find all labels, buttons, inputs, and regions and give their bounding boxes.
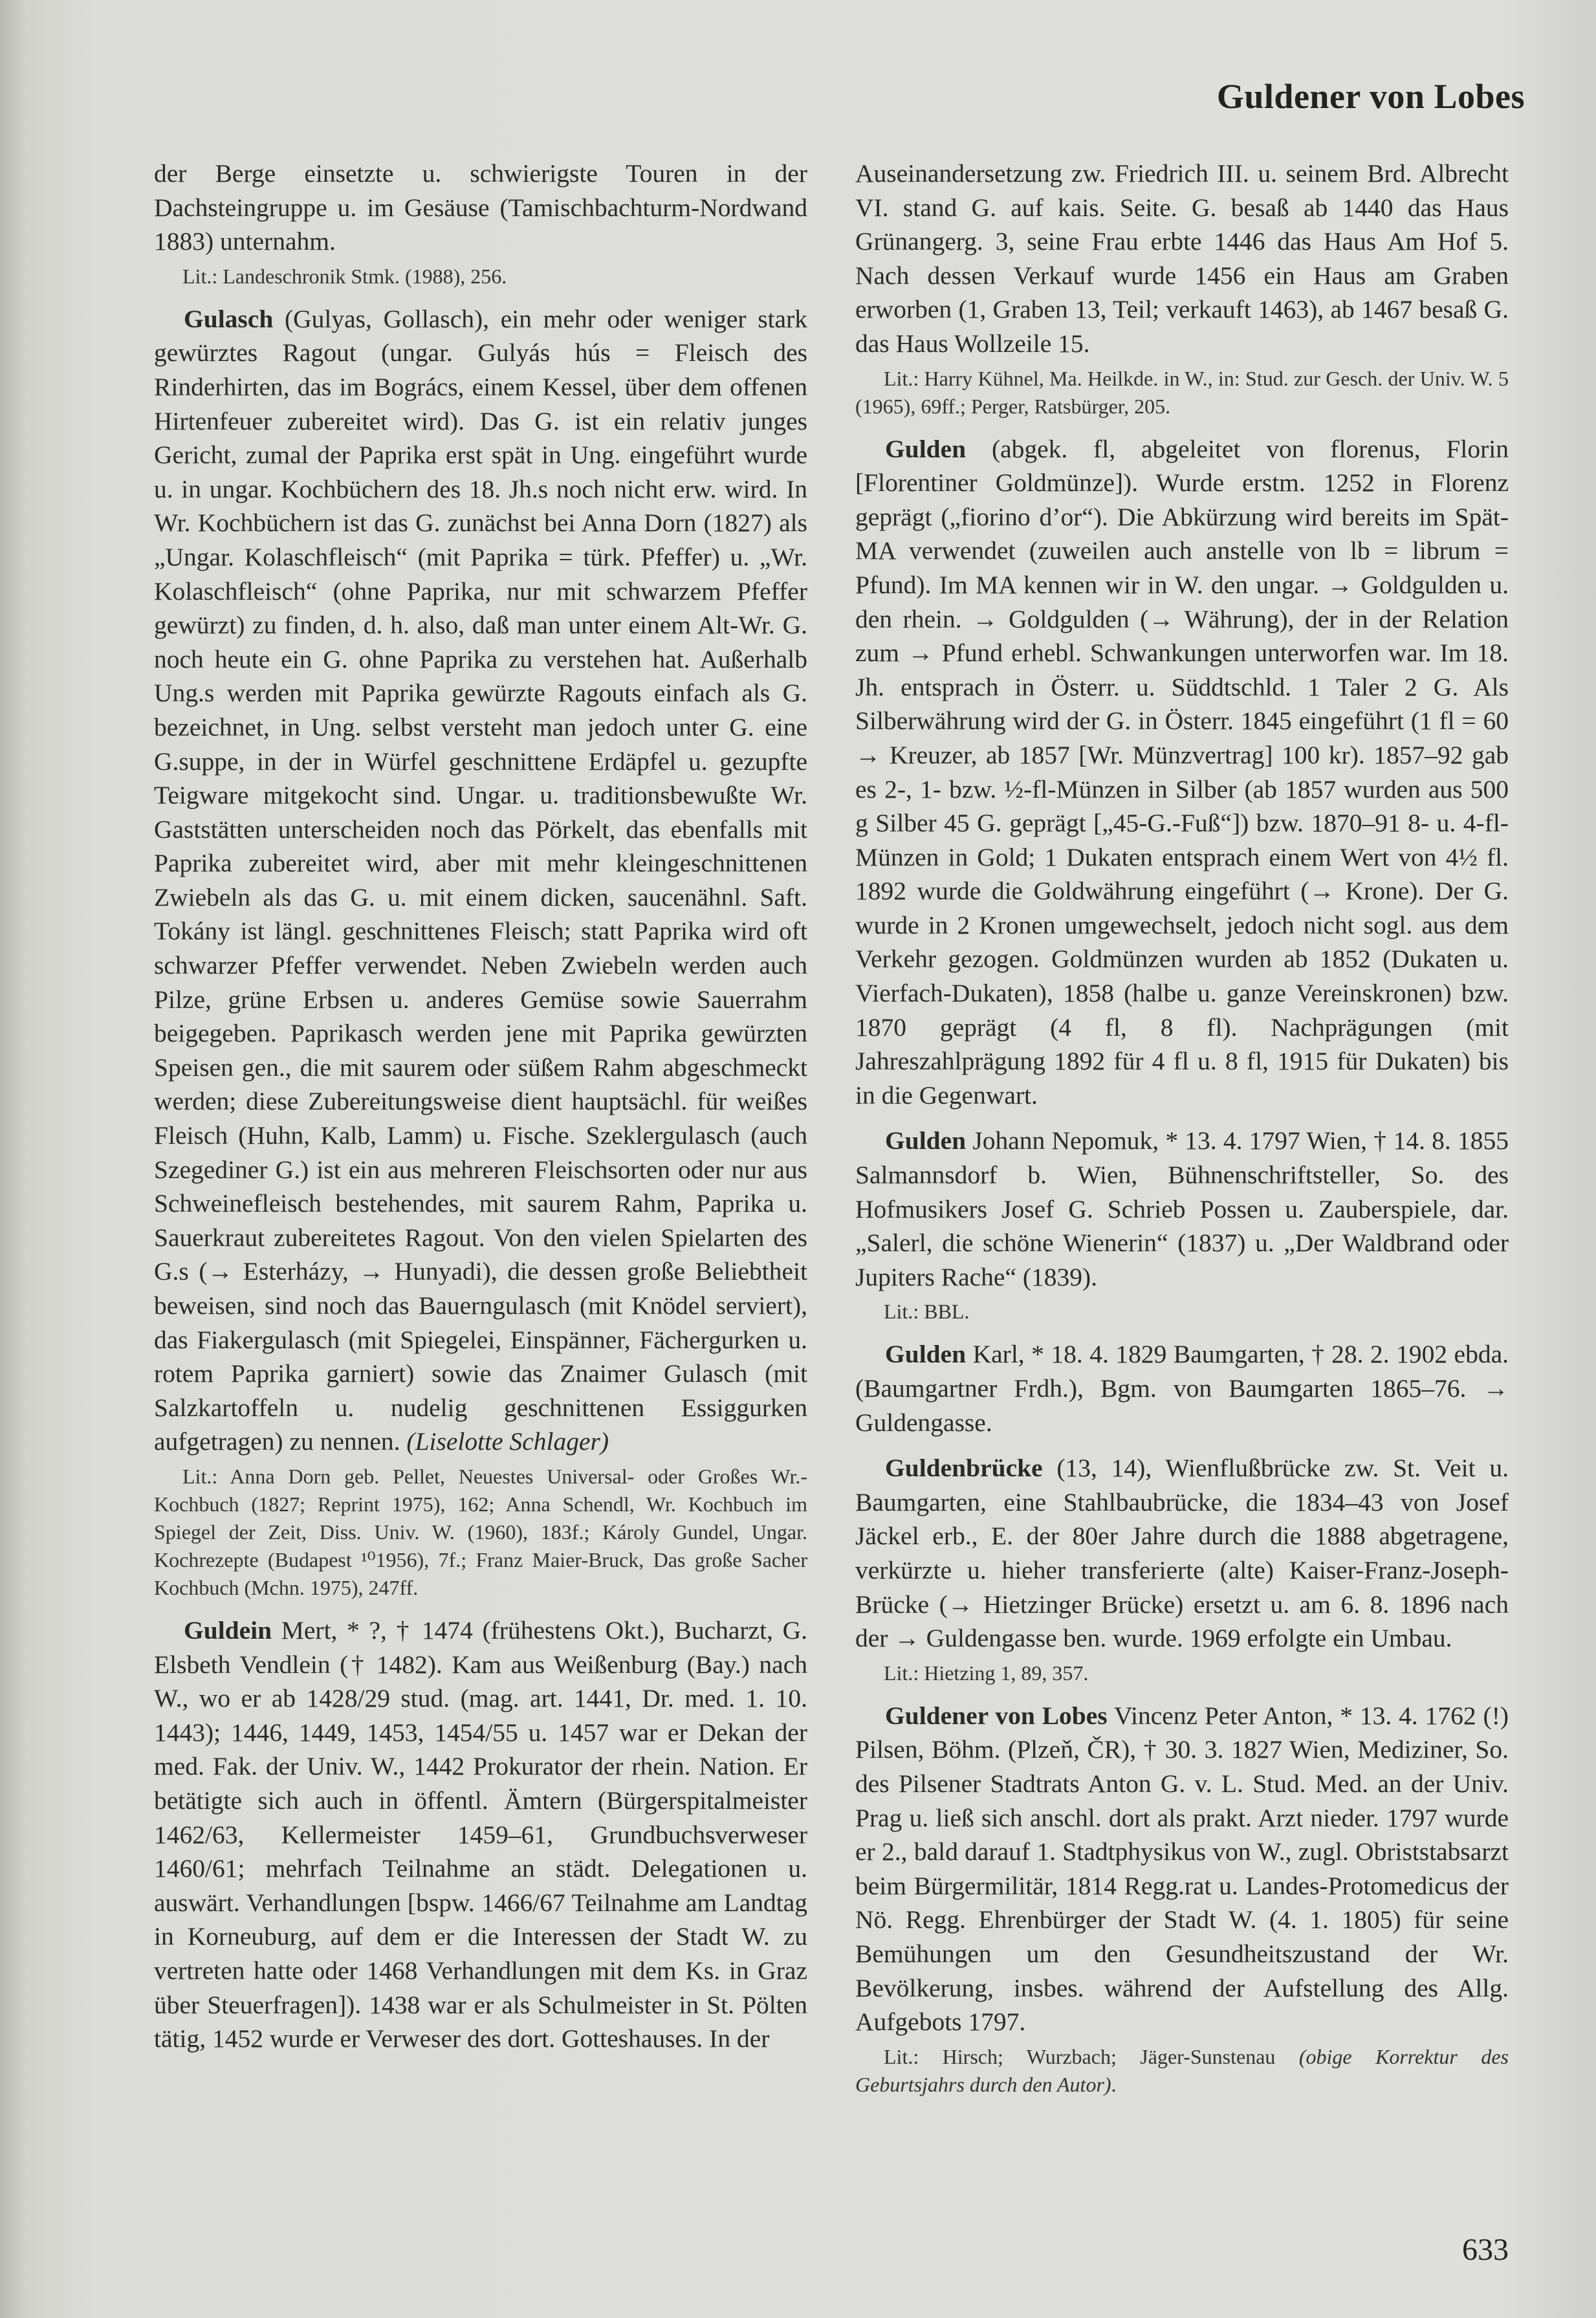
lemma-guldener-von-lobes: Guldener von Lobes <box>885 1701 1108 1730</box>
lemma-guldenbruecke: Guldenbrücke <box>885 1454 1043 1483</box>
entry-gulasch <box>154 302 807 1459</box>
entry-text: Johann Nepomuk, * 13. 4. 1797 Wien, † 14. 8. 1855 Salmannsdorf b. Wien, Bühnenschriftsteller, So. des Hofmusikers Josef G. Schrieb Possen u. Zauberspiele, dar. „Salerl, die schöne Wienerin“ (1837) u. „Der Waldbrand oder Jupiters Rache“ (1839). <box>855 1126 1509 1291</box>
right-column <box>855 157 1509 2110</box>
lit-italic-note: (obige Korrektur des Geburtsjahrs durch den Autor) <box>855 2044 1509 2096</box>
entry-guldenbruecke <box>855 1451 1509 1656</box>
literature-note: Lit.: Landeschronik Stmk. (1988), 256. <box>182 264 507 288</box>
entry-guldein <box>154 1613 807 2056</box>
entry-text: (13, 14), Wienflußbrücke zw. St. Veit u. Baumgarten, eine Stahlbaubrücke, die 1834–43 von Josef Jäckel erb., E. der 80er Jahre durch die 1888 abgetragene, verkürzte u. hieher transferierte (alte) Kaiser-Franz-Joseph-Brücke (→ Hietzinger Brücke) ersetzt u. am 6. 8. 1896 nach der → Guldengasse ben. wurde. 1969 erfolgte ein Umbau. <box>855 1454 1509 1653</box>
left-column <box>154 157 807 2056</box>
continued-paragraph: der Berge einsetzte u. schwierigste Touren in der Dachsteingruppe u. im Gesäuse (Tamischbachturm-Nordwand 1883) unternahm. <box>154 159 807 256</box>
lemma-gulasch: Gulasch <box>184 304 274 333</box>
author-signature: (Liselotte Schlager) <box>406 1427 609 1456</box>
entry-gulden-johann-nepomuk <box>855 1124 1509 1294</box>
entry-guldener-von-lobes <box>855 1699 1509 2039</box>
literature-note: Lit.: Hietzing 1, 89, 357. <box>884 1661 1089 1685</box>
entry-text: (abgek. fl, abgeleitet von florenus, Florin [Florentiner Goldmünze]). Wurde erstm. 1252 in Florenz geprägt („fiorino d’or“). Die Abkürzung wird bereits im Spät-MA verwendet (zuweilen auch anstelle von lb = librum = Pfund). Im MA kennen wir in W. den ungar. → Goldgulden u. den rhein. → Goldgulden (→ Währung), der in der Relation zum → Pfund erhebl. Schwankungen unterworfen war. Im 18. Jh. entsprach in Österr. u. Süddtschld. 1 Taler 2 G. Als Silberwährung wird der G. in Österr. 1845 eingeführt (1 fl = 60 → Kreuzer, ab 1857 [Wr. Münzvertrag] 100 kr). 1857–92 gab es 2-, 1- bzw. ½-fl-Münzen in Silber (ab 1857 wurden aus 500 g Silber 45 G. geprägt [„45-G.-Fuß“]) bzw. 1870–91 8- u. 4-fl-Münzen in Gold; 1 Dukaten entsprach einem Wert von 4½ fl. 1892 wurde die Goldwährung eingeführt (→ Krone). Der G. wurde in 2 Kronen umgewechselt, jedoch nicht sogl. aus dem Verkehr gezogen. Goldmünzen wurden ab 1852 (Dukaten u. Vierfach-Dukaten), 1858 (halbe u. ganze Vereinskronen) bzw. 1870 geprägt (4 fl, 8 fl). Nachprägungen (mit Jahreszahlprägung 1892 für 4 fl u. 8 fl, 1915 für Dukaten) bis in die Gegenwart. <box>855 434 1509 1110</box>
lemma-gulden: Gulden <box>885 434 967 463</box>
binding-shadow <box>0 0 26 2318</box>
lemma-guldein: Guldein <box>184 1615 272 1645</box>
page-number: 633 <box>1462 2233 1509 2267</box>
literature-note: Lit.: Harry Kühnel, Ma. Heilkde. in W., in: Stud. zur Gesch. der Univ. W. 5 (1965), 69ff.; Perger, Ratsbürger, 205. <box>855 366 1509 418</box>
entry-text: Vincenz Peter Anton, * 13. 4. 1762 (!) Pilsen, Böhm. (Plzeň, ČR), † 30. 3. 1827 Wien, Mediziner, So. des Pilsener Stadtrats Anton G. v. L. Stud. Med. an der Univ. Prag u. ließ sich anschl. dort als prakt. Arzt nieder. 1797 wurde er 2., bald darauf 1. Stadtphysikus von W., zugl. Obriststabsarzt beim Bürgermilitär, 1814 Regg.rat u. Landes-Protomedicus der Nö. Regg. Ehrenbürger der Stadt W. (4. 1. 1805) für seine Bemühungen um den Gesundheitszustand der Wr. Bevölkerung, insbes. während der Aufstellung des Allg. Aufgebots 1797. <box>855 1701 1509 2037</box>
lemma-gulden: Gulden <box>885 1126 967 1155</box>
lit-end: . <box>1111 2072 1117 2096</box>
literature-note: Lit.: BBL. <box>884 1300 970 1324</box>
running-head: Guldener von Lobes <box>1216 77 1525 116</box>
continued-paragraph: Auseinandersetzung zw. Friedrich III. u. seinem Brd. Albrecht VI. stand G. auf kais. Seite. G. besaß ab 1440 das Haus Grünangerg. 3, seine Frau erbte 1446 das Haus Am Hof 5. Nach dessen Verkauf wurde 1456 ein Haus am Graben erworben (1, Graben 13, Teil; verkauft 1463), ab 1467 besaß G. das Haus Wollzeile 15. <box>855 159 1509 358</box>
lit-text: Lit.: Hirsch; Wurzbach; Jäger-Sunstenau <box>884 2044 1299 2068</box>
entry-gulden <box>855 432 1509 1113</box>
entry-gulden-karl <box>855 1337 1509 1439</box>
entry-text: (Gulyas, Gollasch), ein mehr oder weniger stark gewürztes Ragout (ungar. Gulyás hús = Fleisch des Rinderhirten, das im Bogrács, einem Kessel, über dem offenen Hirtenfeuer zubereitet wird). Das G. ist ein relativ junges Gericht, zumal der Paprika erst spät in Ung. eingeführt wurde u. in ungar. Kochbüchern des 18. Jh.s noch nicht erw. wird. In Wr. Kochbüchern ist das G. zunächst bei Anna Dorn (1827) als „Ungar. Kolaschfleisch“ (mit Paprika = türk. Pfeffer) u. „Wr. Kolaschfleisch“ (ohne Paprika, nur mit schwarzem Pfeffer gewürzt) zu finden, d. h. also, daß man unter einem Alt-Wr. G. noch heute ein G. ohne Paprika zu verstehen hat. Außerhalb Ung.s werden mit Paprika gewürzte Ragouts einfach als G. bezeichnet, in Ung. selbst versteht man jedoch unter G. eine G.suppe, in der in Würfel geschnittene Erdäpfel u. gezupfte Teigware mitgekocht sind. Ungar. u. traditionsbewußte Wr. Gaststätten unterscheiden noch das Pörkelt, das ebenfalls mit Paprika zubereitet wird, aber mit mehr kleingeschnittenen Zwiebeln als das G. u. mit einem dicken, saucenähnl. Saft. Tokány ist längl. geschnittenes Fleisch; statt Paprika wird oft schwarzer Pfeffer verwendet. Neben Zwiebeln werden auch Pilze, grüne Erbsen u. anderes Gemüse sowie Sauerrahm beigegeben. Paprikasch werden jene mit Paprika gewürzten Speisen gen., die mit saurem oder süßem Rahm abgeschmeckt werden; diese Zubereitungsweise dient hauptsächl. für weißes Fleisch (Huhn, Kalb, Lamm) u. Fische. Szeklergulasch (auch Szegediner G.) ist ein aus mehreren Fleischsorten oder nur aus Schweinefleisch bestehendes, mit saurem Rahm, Paprika u. Sauerkraut zubereitetes Ragout. Von den vielen Spielarten des G.s (→ Esterházy, → Hunyadi), die dessen große Beliebtheit beweisen, sind noch das Bauerngulasch (mit Knödel serviert), das Fiakergulasch (mit Spiegelei, Einspänner, Fächergurken u. rotem Paprika garniert) sowie das Znaimer Gulasch (mit Salzkartoffeln u. nudelig geschnittenen Essiggurken aufgetragen) zu nennen. <box>154 304 807 1456</box>
literature-note: Lit.: Anna Dorn geb. Pellet, Neuestes Universal- oder Großes Wr.-Kochbuch (1827; Reprint 1975), 162; Anna Schendl, Wr. Kochbuch im Spiegel der Zeit, Diss. Univ. W. (1960), 183f.; Károly Gundel, Ungar. Kochrezepte (Budapest ¹⁰1956), 7f.; Franz Maier-Bruck, Das große Sacher Kochbuch (Mchn. 1975), 247ff. <box>154 1464 807 1599</box>
literature-note <box>855 2043 1509 2099</box>
entry-text: Karl, * 18. 4. 1829 Baumgarten, † 28. 2. 1902 ebda. (Baumgartner Frdh.), Bgm. von Baumgarten 1865–76. → Guldengasse. <box>855 1340 1509 1437</box>
lemma-gulden: Gulden <box>885 1340 967 1369</box>
entry-text: Mert, * ?, † 1474 (frühestens Okt.), Bucharzt, G. Elsbeth Vendlein († 1482). Kam aus Weißenburg (Bay.) nach W., wo er ab 1428/29 stud. (mag. art. 1441, Dr. med. 1. 10. 1443); 1446, 1449, 1453, 1454/55 u. 1457 war er Dekan der med. Fak. der Univ. W., 1442 Prokurator der rhein. Nation. Er betätigte sich auch in öffentl. Ämtern (Bürgerspitalmeister 1462/63, Kellermeister 1459–61, Grundbuchsverweser 1460/61; mehrfach Teilnahme an städt. Delegationen u. auswärt. Verhandlungen [bspw. 1466/67 Teilnahme am Landtag in Korneuburg, auf dem er die Interessen der Stadt W. zu vertreten hatte oder 1468 Verhandlungen mit dem Ks. in Graz über Steuerfragen]). 1438 war er als Schulmeister in St. Pölten tätig, 1452 wurde er Verweser des dort. Gotteshauses. In der <box>154 1615 807 2053</box>
